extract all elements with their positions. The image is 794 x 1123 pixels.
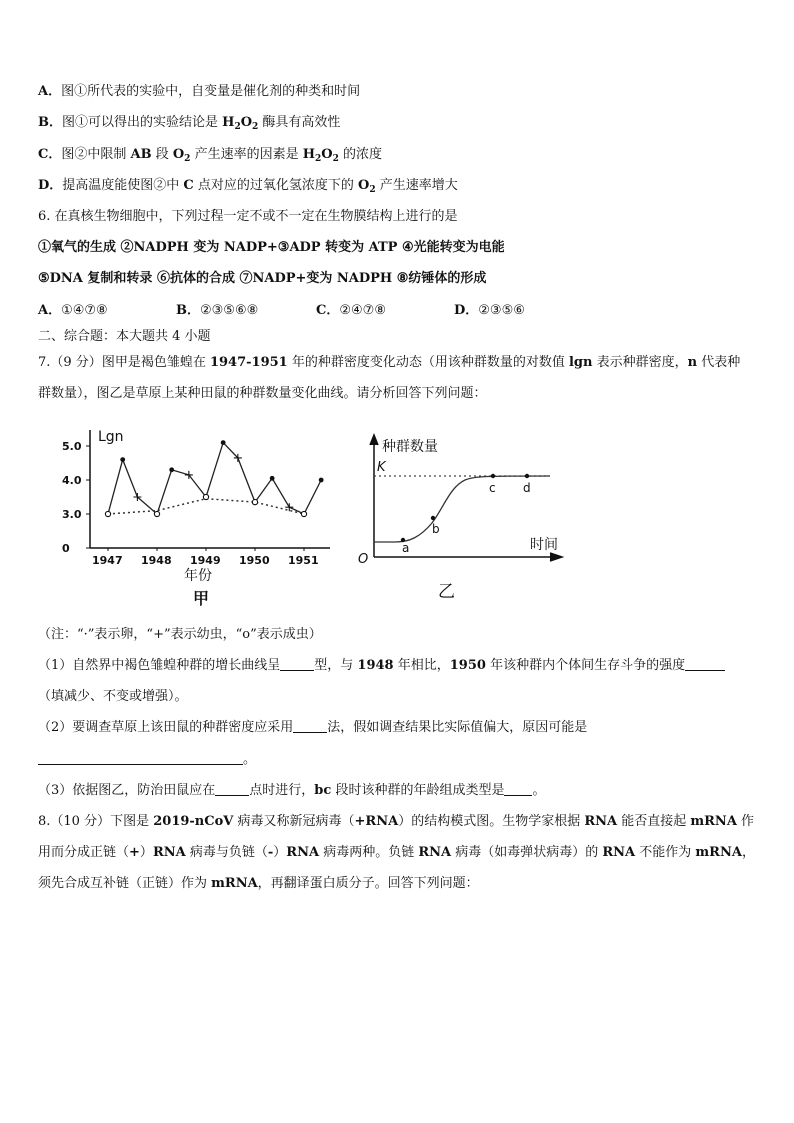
chart-yi-label-d: d [523,481,531,495]
q7-sub1: （1）自然界中褐色雏蝗种群的增长曲线呈 型，与 1948 年相比，1950 年该种群内个体间生存斗争的强度 [38,657,725,675]
chart-jia-xlabel: 年份 [184,568,212,584]
chart-yi-ylabel: 种群数量 [382,439,438,455]
q6-option-d: D．②③⑤⑥ [454,303,525,318]
q7-blank-5[interactable] [215,782,249,796]
q7-blank-2[interactable] [685,657,725,671]
chart-jia-panel-label: 甲 [193,589,210,608]
chart-jia-marker-egg [169,467,174,472]
chart-yi-label-c: c [489,481,496,495]
chart-jia-marker-egg [270,476,275,481]
q8-stem-line1: 8.（10 分）下图是 2019-nCoV 病毒又称新冠病毒（+RNA）的结构模式图。生物学家根据 RNA 能否直接起 mRNA 作 [38,814,755,829]
chart-jia-marker-adult [105,511,110,516]
chart-jia-marker-egg [221,440,226,445]
q6-option-a: A．①④⑦⑧ [38,303,108,318]
chart-jia-ytick-label: 3.0 [62,508,82,521]
section-heading: 二、综合题：本大题共 4 小题 [38,329,211,344]
chart-jia-marker-adult [252,500,257,505]
chart-yi-k-label: K [377,460,386,475]
chart-yi-xlabel: 时间 [530,537,558,553]
q8-stem-line3: 须先合成互补链（正链）作为 mRNA，再翻译蛋白质分子。回答下列问题： [38,876,479,891]
q7-stem-line1: 7.（9 分）图甲是褐色雏蝗在 1947-1951 年的种群密度变化动态（用该种群数量的对数值 lgn 表示种群密度，n 代表种 [38,355,741,370]
q7-blank-1[interactable] [280,657,314,671]
q7-stem-line2: 群数量），图乙是草原上某种田鼠的种群数量变化曲线。请分析回答下列问题： [38,386,487,401]
q5-option-a: A．图①所代表的实验中，自变量是催化剂的种类和时间 [38,84,361,99]
q7-blank-3[interactable] [293,719,327,733]
chart-yi-label-a: a [402,541,410,555]
q7-sub3: （3）依据图乙，防治田鼠应在 点时进行，bc 段时该种群的年龄组成类型是 。 [38,783,546,798]
chart-jia-ylabel: Lgn [98,429,124,445]
q6-option-c: C．②④⑦⑧ [316,303,386,318]
q6-line2: ⑤DNA 复制和转录 ⑥抗体的合成 ⑦NADP+变为 NADPH ⑧纺锤体的形成 [38,271,487,286]
chart-jia-xtick-label: 1951 [288,554,319,567]
chart-jia-ytick-label: 0 [62,542,70,555]
q7-sub2-answer-line: 。 [38,751,256,769]
chart-jia-ytick-label: 4.0 [62,474,82,487]
chart-yi-label-b: b [432,522,440,536]
chart-jia-marker-adult [154,511,159,516]
q7-sub1-hint: （填减少、不变或增强）。 [38,689,188,704]
q7-note: （注：“·”表示卵，“+”表示幼虫，“o”表示成虫） [38,627,322,642]
chart-jia-marker-egg [319,478,324,483]
chart-jia [60,420,360,620]
chart-yi-origin-label: O [358,552,369,567]
q7-blank-6[interactable] [504,782,532,796]
chart-jia-marker-adult [203,494,208,499]
q6-line1: ①氧气的生成 ②NADPH 变为 NADP+③ADP 转变为 ATP ④光能转变为电能 [38,240,505,255]
q8-stem-line2: 用而分成正链（+）RNA 病毒与负链（-）RNA 病毒两种。负链 RNA 病毒（如毒弹状病毒）的 RNA 不能作为 mRNA， [38,845,755,860]
q6-option-b: B．②③⑤⑥⑧ [176,303,259,318]
chart-jia-xtick-label: 1949 [190,554,221,567]
q7-sub2: （2）要调查草原上该田鼠的种群密度应采用 法，假如调查结果比实际值偏大，原因可能是 [38,720,588,735]
q5-option-c: C．图②中限制 AB 段 $O_2$ 产生速率的因素是 $H_2O_2$ 的浓度 [38,147,382,164]
chart-yi-point-b [431,516,435,520]
chart-yi-point-d [525,474,529,478]
q5-option-d: D．提高温度能使图②中 C 点对应的过氧化氢浓度下的 $O_2$ 产生速率增大 [38,178,458,195]
q6-stem: 6. 在真核生物细胞中，下列过程一定不或不一定在生物膜结构上进行的是 [38,209,458,224]
q5-option-b: B．图①可以得出的实验结论是 $H_2O_2$ 酶具有高效性 [38,115,341,132]
chart-yi-point-c [491,474,495,478]
chart-jia-axes [90,430,330,548]
chart-jia-xtick-label: 1947 [92,554,123,567]
chart-jia-marker-adult [301,511,306,516]
q7-blank-4[interactable] [38,751,243,765]
chart-jia-xtick-label: 1950 [239,554,270,567]
chart-jia-series [105,440,323,516]
chart-jia-xtick-label: 1948 [141,554,172,567]
chart-jia-ytick-label: 5.0 [62,440,82,453]
chart-jia-marker-egg [120,457,125,462]
chart-yi-panel-label: 乙 [438,582,455,602]
chart-yi [350,425,580,615]
